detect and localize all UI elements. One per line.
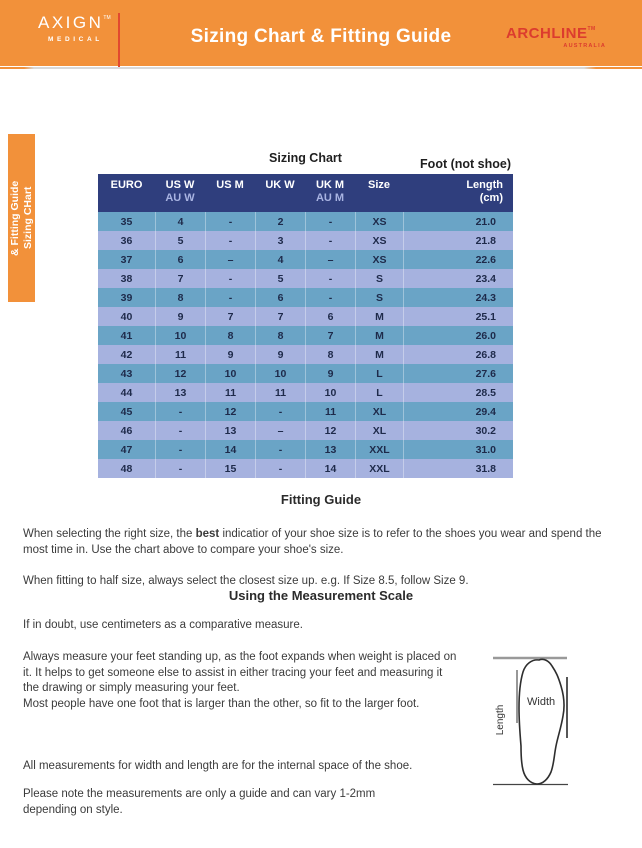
table-cell: 48 — [120, 462, 133, 475]
table-cell: – — [205, 250, 255, 269]
table-cell: 43 — [120, 367, 133, 380]
table-cell: 24.3 — [403, 288, 513, 307]
table-cell: - — [205, 212, 255, 231]
measurement-scale-title: Using the Measurement Scale — [228, 588, 414, 603]
table-cell: 35 — [120, 215, 133, 228]
table-cell: 22.6 — [403, 250, 513, 269]
table-cell: – — [305, 250, 355, 269]
table-cell: 21.8 — [403, 231, 513, 250]
sizing-chart-title: Sizing Chart — [269, 151, 342, 165]
archline-logo — [506, 25, 611, 49]
table-cell: 31.0 — [403, 440, 513, 459]
bold-word-best: best — [195, 528, 220, 540]
table-cell: 46 — [120, 424, 133, 437]
table-cell: 8 — [255, 326, 305, 345]
table-cell: - — [155, 402, 205, 421]
foot-not-shoe-note: Foot (not shoe) — [420, 157, 511, 171]
table-cell: 12 — [305, 421, 355, 440]
table-row — [98, 383, 513, 402]
table-row — [98, 440, 513, 459]
table-row — [98, 250, 513, 269]
archline-tm: TM — [587, 26, 596, 32]
table-cell: 9 — [305, 364, 355, 383]
column-header: Length (cm) — [466, 179, 503, 204]
table-cell: 6 — [255, 288, 305, 307]
table-row — [98, 326, 513, 345]
table-row — [98, 459, 513, 478]
header-divider — [0, 67, 642, 69]
table-cell: 47 — [120, 443, 133, 456]
table-cell: 15 — [205, 459, 255, 478]
sizing-table-header — [98, 174, 513, 212]
table-cell: 7 — [255, 307, 305, 326]
table-cell: M — [355, 326, 403, 345]
archline-wordmark — [506, 25, 611, 42]
side-tab-line-2: & Fitting Guide — [9, 180, 21, 256]
table-cell: 13 — [155, 383, 205, 402]
table-cell: - — [305, 269, 355, 288]
table-cell: 45 — [120, 405, 133, 418]
table-cell: 3 — [255, 231, 305, 250]
side-tab-line-1: Sizing CHart — [22, 186, 34, 250]
table-cell: 2 — [255, 212, 305, 231]
header-banner — [0, 0, 642, 66]
side-tab-text — [8, 134, 35, 302]
archline-brand-text: ARCHLINE — [506, 25, 588, 42]
sizing-table-body — [98, 212, 513, 478]
measurement-paragraph-3: Most people have one foot that is larger than the other, so fit to the larger foot. — [23, 698, 420, 710]
table-cell: 5 — [255, 269, 305, 288]
table-cell: 28.5 — [403, 383, 513, 402]
table-cell: - — [155, 459, 205, 478]
table-row — [98, 231, 513, 250]
column-header: US W AU W — [165, 179, 195, 204]
table-cell: 12 — [155, 364, 205, 383]
table-cell: - — [155, 440, 205, 459]
table-cell: 14 — [205, 440, 255, 459]
table-cell: 12 — [205, 402, 255, 421]
table-cell: – — [255, 421, 305, 440]
table-cell: 27.6 — [403, 364, 513, 383]
table-cell: 9 — [205, 345, 255, 364]
table-cell: L — [355, 383, 403, 402]
table-cell: 25.1 — [403, 307, 513, 326]
foot-outline — [519, 659, 564, 784]
fitting-guide-paragraph-1 — [23, 527, 619, 558]
paragraph-text: indicatior of your shoe size is to refer to the shoes you wear and spend the most time in. Use the chart above to compare your shoe's size. — [23, 528, 602, 556]
table-cell: 31.8 — [403, 459, 513, 478]
table-cell: 10 — [155, 326, 205, 345]
table-cell: 10 — [205, 364, 255, 383]
table-cell: S — [355, 269, 403, 288]
table-cell: 4 — [255, 250, 305, 269]
table-cell: 10 — [255, 364, 305, 383]
table-cell: 38 — [120, 272, 133, 285]
table-cell: 26.8 — [403, 345, 513, 364]
table-cell: 42 — [120, 348, 133, 361]
table-cell: S — [355, 288, 403, 307]
table-row — [98, 421, 513, 440]
table-cell: 9 — [155, 307, 205, 326]
table-cell: 6 — [305, 307, 355, 326]
table-cell: 21.0 — [403, 212, 513, 231]
table-cell: 26.0 — [403, 326, 513, 345]
measurement-paragraph-5: Please note the measurements are only a guide and can vary 1-2mm depending on style. — [23, 788, 376, 816]
table-cell: - — [205, 269, 255, 288]
table-cell: 29.4 — [403, 402, 513, 421]
axign-medical-text: MEDICAL — [48, 36, 103, 43]
column-header: UK W — [265, 179, 295, 191]
table-cell: - — [305, 212, 355, 231]
table-cell: 30.2 — [403, 421, 513, 440]
table-cell: - — [205, 288, 255, 307]
table-cell: - — [255, 459, 305, 478]
table-cell: 41 — [120, 329, 133, 342]
table-row — [98, 288, 513, 307]
table-cell: 13 — [205, 421, 255, 440]
table-cell: 40 — [120, 310, 133, 323]
table-row — [98, 364, 513, 383]
table-cell: XS — [355, 231, 403, 250]
table-cell: 5 — [155, 231, 205, 250]
table-cell: 10 — [305, 383, 355, 402]
archline-country-text: AUSTRALIA — [563, 43, 606, 49]
measurement-paragraph-1: If in doubt, use centimeters as a comparative measure. — [23, 619, 303, 631]
table-cell: 44 — [120, 386, 133, 399]
table-cell: XS — [355, 250, 403, 269]
table-cell: - — [205, 231, 255, 250]
table-cell: XXL — [355, 459, 403, 478]
table-cell: 23.4 — [403, 269, 513, 288]
table-row — [98, 307, 513, 326]
table-cell: XL — [355, 421, 403, 440]
axign-brand-text: AXIGN — [38, 13, 104, 32]
table-cell: 11 — [255, 383, 305, 402]
table-cell: 8 — [205, 326, 255, 345]
table-cell: 8 — [305, 345, 355, 364]
table-cell: - — [305, 231, 355, 250]
column-header: EURO — [110, 179, 143, 191]
table-cell: - — [255, 440, 305, 459]
table-cell: 14 — [305, 459, 355, 478]
table-cell: M — [355, 345, 403, 364]
table-cell: 11 — [155, 345, 205, 364]
table-cell: 36 — [120, 234, 133, 247]
table-cell: 37 — [120, 253, 133, 266]
table-cell: 4 — [155, 212, 205, 231]
foot-diagram — [487, 648, 642, 798]
table-cell: 6 — [155, 250, 205, 269]
table-cell: L — [355, 364, 403, 383]
table-cell: 13 — [305, 440, 355, 459]
width-label: Width — [527, 696, 556, 708]
page-title: Sizing Chart & Fitting Guide — [190, 26, 452, 47]
table-cell: XS — [355, 212, 403, 231]
table-cell: 8 — [155, 288, 205, 307]
sizing-table — [98, 174, 513, 478]
table-cell: - — [255, 402, 305, 421]
table-cell: - — [155, 421, 205, 440]
table-cell: - — [305, 288, 355, 307]
column-header: US M — [216, 179, 244, 191]
table-row — [98, 269, 513, 288]
table-cell: 7 — [205, 307, 255, 326]
side-tab — [8, 134, 35, 302]
table-cell: 7 — [155, 269, 205, 288]
column-header: Size — [367, 179, 390, 191]
table-cell: XXL — [355, 440, 403, 459]
measurement-paragraph-2: Always measure your feet standing up, as the foot expands when weight is placed on it. It helps to get someone else to assist in either tracing your feet and measuring it the drawing or simply measuring your feet. — [23, 651, 457, 694]
length-label: Length — [495, 704, 506, 736]
table-cell: 11 — [205, 383, 255, 402]
table-cell: 9 — [255, 345, 305, 364]
table-row — [98, 402, 513, 421]
measurement-paragraph-4: All measurements for width and length are for the internal space of the shoe. — [23, 760, 413, 772]
table-row — [98, 345, 513, 364]
table-row — [98, 212, 513, 231]
table-cell: 39 — [120, 291, 133, 304]
table-cell: 7 — [305, 326, 355, 345]
table-cell: M — [355, 307, 403, 326]
fitting-guide-paragraph-2: When fitting to half size, always select the closest size up. e.g. If Size 8.5, follow Size 9. — [23, 575, 469, 587]
fitting-guide-title: Fitting Guide — [280, 492, 362, 507]
table-cell: XL — [355, 402, 403, 421]
table-cell: 11 — [305, 402, 355, 421]
axign-tm: TM — [103, 15, 111, 21]
column-header: UK M AU M — [315, 179, 345, 204]
paragraph-text: When selecting the right size, the — [23, 528, 196, 540]
